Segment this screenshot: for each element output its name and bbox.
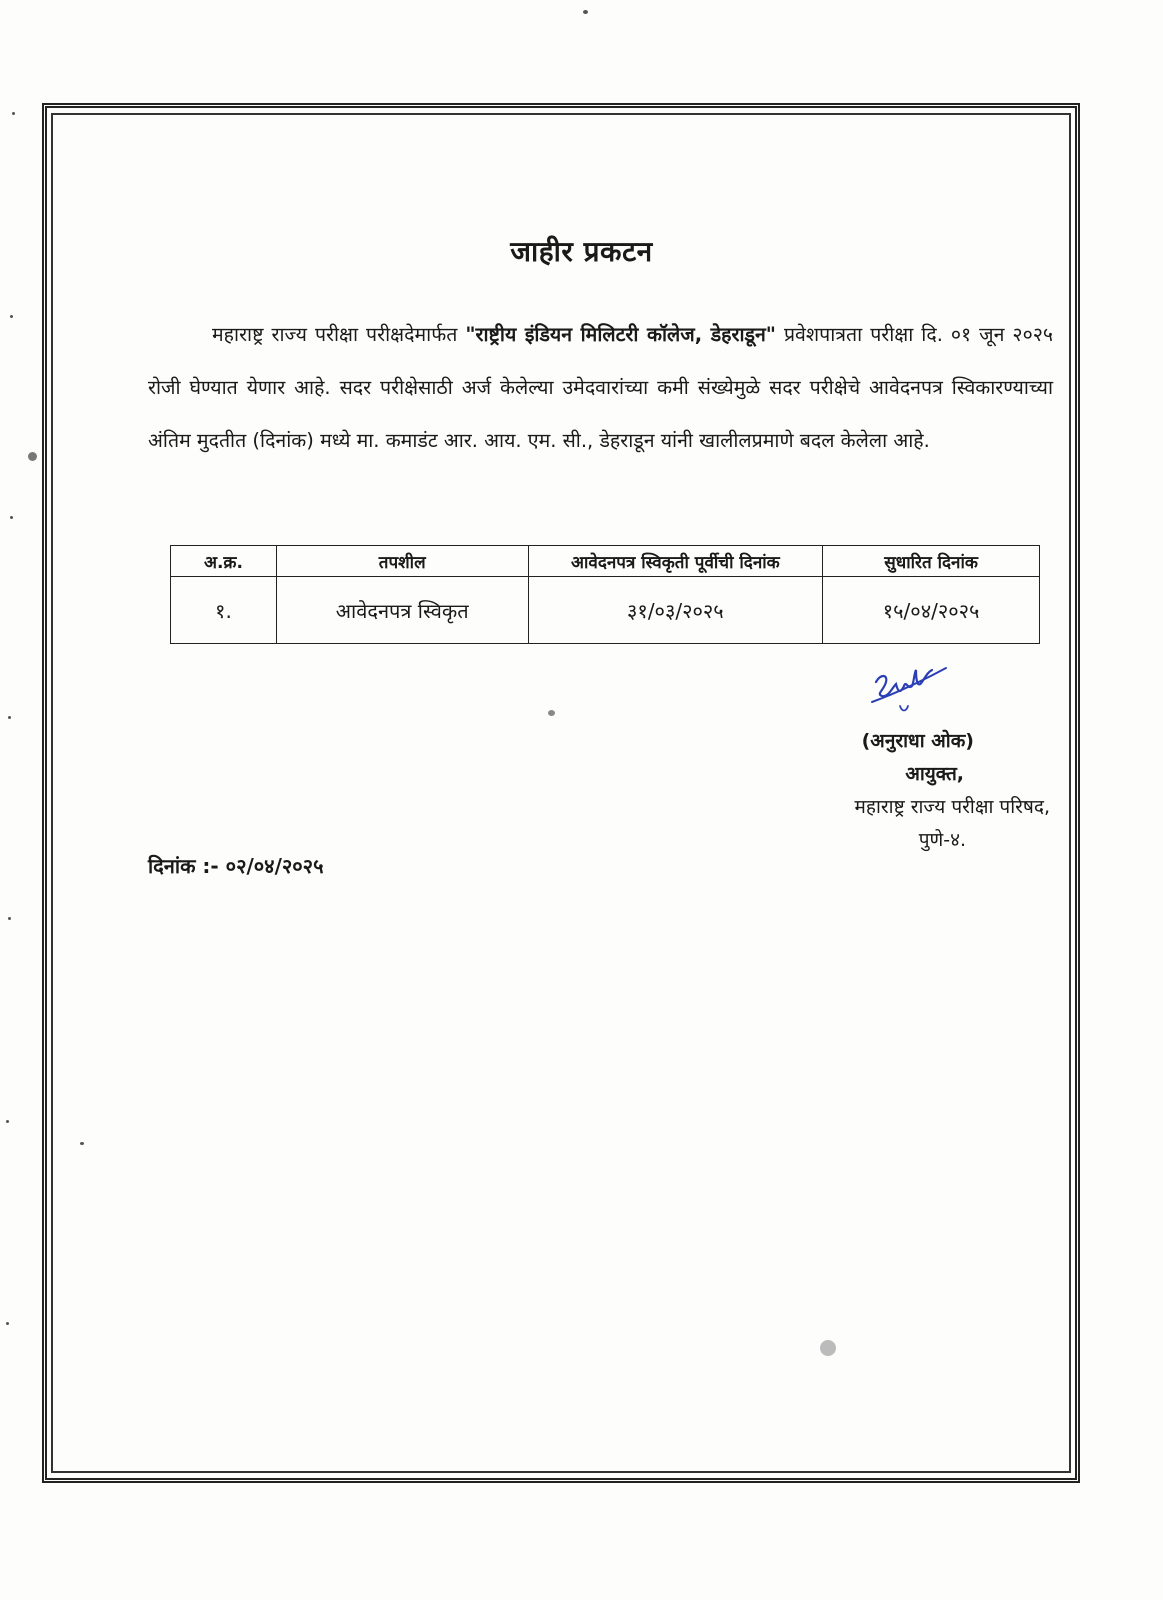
scan-speck [820, 1340, 836, 1356]
scan-speck [8, 917, 11, 920]
table-row [171, 577, 1040, 644]
scan-speck [28, 452, 37, 461]
date-change-table [170, 545, 1040, 644]
scan-speck [10, 315, 13, 318]
scan-speck [6, 1120, 9, 1123]
cell-revised-date: १५/०४/२०२५ [823, 577, 1040, 644]
notice-title: जाहीर प्रकटन [510, 235, 653, 268]
handwritten-signature [870, 660, 950, 718]
header-previous-date: आवेदनपत्र स्विकृती पूर्वीची दिनांक [528, 546, 823, 577]
issue-date: दिनांक :- ०२/०४/२०२५ [148, 854, 324, 878]
table-header-row [171, 546, 1040, 577]
scan-speck [10, 516, 13, 519]
scan-speck [8, 716, 11, 719]
cell-details: आवेदनपत्र स्विकृत [276, 577, 528, 644]
scan-speck [6, 1322, 9, 1325]
scan-speck [548, 710, 555, 716]
paragraph-part1: महाराष्ट्र राज्य परीक्षा परीक्षदेमार्फत [212, 323, 466, 346]
signature-block [760, 725, 1050, 857]
notice-paragraph [148, 308, 1053, 467]
paragraph-college-name: "राष्ट्रीय इंडियन मिलिटरी कॉलेज, डेहराडून" [465, 323, 776, 346]
paragraph-part2: प्रवेशपात्रता परीक्षा दि. ०१ जून २०२५ रोजी घेण्यात येणार आहे. सदर परीक्षेसाठी अर्ज केलेल्या उमेदवारांच्या कमी संख्येमुळे सदर परीक्षेचे आवेदनपत्र स्विकारण्याच्या अंतिम मुदतीत (दिनांक) मध्ये मा. कमाडंट आर. आय. एम. सी., डेहराडून यांनी खालीलप्रमाणे बदल केलेला आहे. [148, 323, 1053, 452]
cell-previous-date: ३१/०३/२०२५ [528, 577, 823, 644]
cell-serial: १. [171, 577, 277, 644]
header-serial: अ.क्र. [171, 546, 277, 577]
signatory-city: पुणे-४. [918, 829, 966, 851]
signatory-name: (अनुराधा ओक) [861, 730, 974, 752]
signatory-designation: आयुक्त, [905, 763, 964, 785]
scan-speck [12, 112, 15, 115]
signatory-organization: महाराष्ट्र राज्य परीक्षा परिषद, [854, 796, 1050, 818]
scan-speck [583, 10, 588, 14]
header-revised-date: सुधारित दिनांक [823, 546, 1040, 577]
scan-speck [80, 1142, 84, 1145]
header-details: तपशील [276, 546, 528, 577]
